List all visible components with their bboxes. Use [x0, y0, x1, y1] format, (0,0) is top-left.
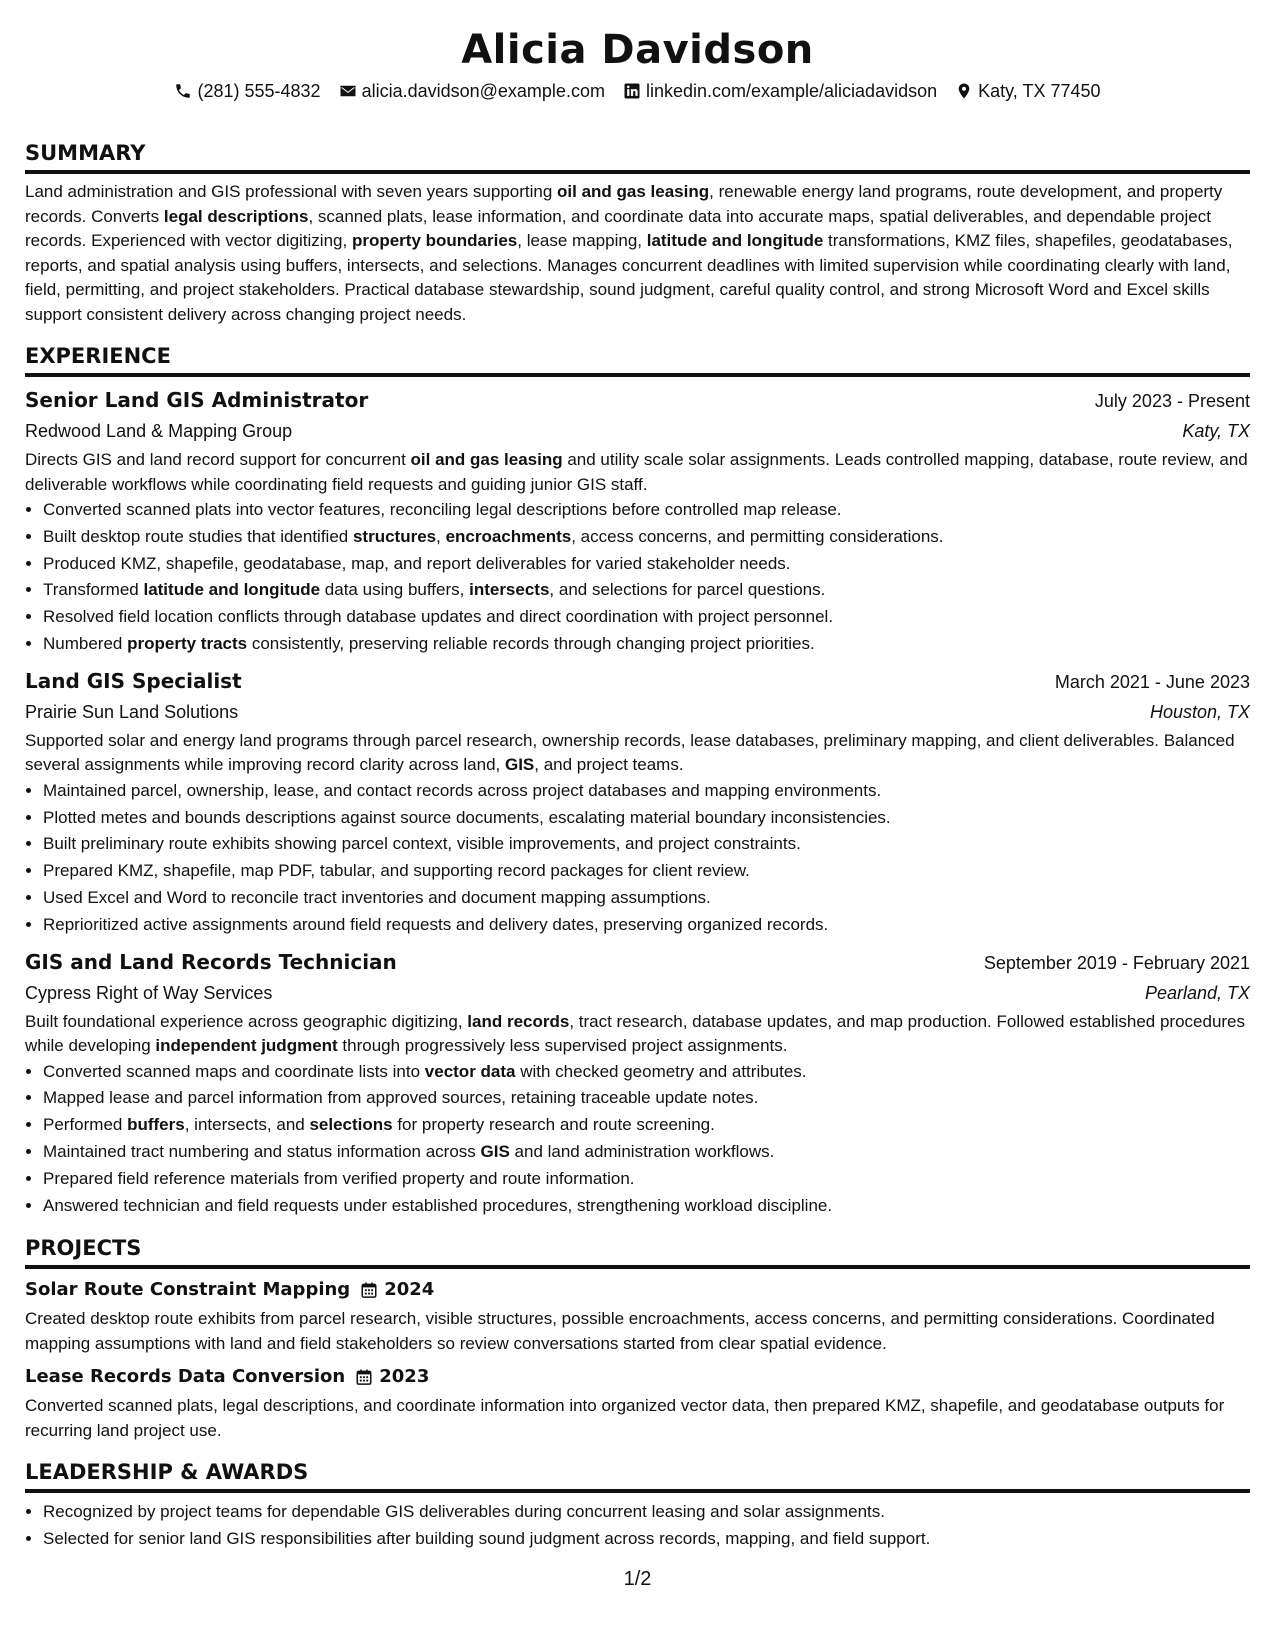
bold-keyword: intersects: [469, 580, 550, 600]
list-item: [43, 885, 1250, 912]
contact-location: [955, 78, 1100, 104]
text-run: Converted scanned maps and coordinate lists into: [43, 1061, 425, 1081]
text-run: Built foundational experience across geographic digitizing,: [25, 1011, 468, 1031]
job-title: Senior Land GIS Administrator: [25, 388, 369, 412]
projects-section: [25, 1233, 1250, 1443]
page-number: 1/2: [623, 1568, 652, 1590]
bold-keyword: property boundaries: [351, 231, 518, 250]
list-item: • Selected for senior land GIS responsibilities after building sound judgment across records, mapping, and field support.: [43, 1526, 1250, 1553]
job-dates: March 2021 - June 2023: [1054, 671, 1250, 692]
bold-keyword: property tracts: [127, 633, 248, 653]
linkedin-text: linkedin.com/example/aliciadavidson: [645, 81, 938, 101]
text-run: Prepared field reference materials from verified property and route information.: [43, 1168, 635, 1188]
job-location: Pearland, TX: [1144, 982, 1250, 1003]
text-run: Reprioritized active assignments around field requests and delivery dates, preserving organized records.: [43, 914, 829, 934]
envelope-icon: [339, 82, 357, 100]
text-run: Produced KMZ, shapefile, geodatabase, map, and report deliverables for varied stakeholder needs.: [43, 553, 791, 573]
job-company: Prairie Sun Land Solutions: [25, 701, 239, 722]
text-run: , scanned plats, lease information, and coordinate data into accurate maps, spatial deliverables, and dependable project records. Experienced with vector digitizing,: [25, 206, 1211, 250]
text-run: , intersects, and: [184, 1115, 310, 1135]
map-pin-icon: [955, 82, 973, 100]
calendar-icon: [355, 1368, 373, 1386]
list-item: [43, 1139, 1250, 1166]
section-title: LEADERSHIP & AWARDS: [25, 1457, 1250, 1493]
bold-keyword: vector data: [424, 1061, 516, 1081]
text-run: ,: [436, 526, 446, 546]
list-item: [43, 551, 1250, 578]
bold-keyword: legal descriptions: [163, 206, 309, 226]
text-run: consistently, preserving reliable records through changing project priorities.: [247, 633, 815, 653]
project-description: Converted scanned plats, legal descriptions, and coordinate information into organized vector data, then prepared KMZ, shapefile, and geodatabase outputs for recurring land project use.: [25, 1396, 1225, 1440]
text-run: Built preliminary route exhibits showing parcel context, visible improvements, and project constraints.: [43, 834, 801, 854]
summary-text: [25, 180, 1250, 327]
text-run: , access concerns, and permitting considerations.: [571, 526, 944, 546]
text-run: , renewable energy land programs, route development, and property records. Converts: [25, 182, 1223, 226]
text-run: , tract research, database updates, and map production. Followed established procedures while developing: [25, 1011, 1246, 1056]
phone-text: (281) 555-4832: [197, 81, 321, 101]
bold-keyword: buffers: [127, 1115, 185, 1135]
text-run: Prepared KMZ, shapefile, map PDF, tabular, and supporting record packages for client review.: [43, 861, 750, 881]
text-run: Answered technician and field requests under established procedures, strengthening workload discipline.: [43, 1195, 833, 1215]
text-run: Maintained parcel, ownership, lease, and contact records across project databases and mapping environments.: [43, 780, 882, 800]
text-run: and utility scale solar assignments. Leads controlled mapping, database, route review, and deliverable workflows while coordinating field requests and guiding junior GIS staff.: [25, 450, 1248, 494]
bold-keyword: land records: [467, 1011, 570, 1031]
list-item: [43, 631, 1250, 658]
list-item: [43, 858, 1250, 885]
job-summary: [25, 729, 1250, 778]
text-run: , and project teams.: [534, 755, 684, 775]
job-dates: July 2023 - Present: [1094, 391, 1250, 411]
list-item: [43, 524, 1250, 551]
job-entry: [25, 947, 1250, 1220]
text-run: Numbered: [43, 633, 128, 653]
list-item: [43, 1112, 1250, 1139]
list-item: • Recognized by project teams for dependable GIS deliverables during concurrent leasing and solar assignments.: [43, 1499, 1250, 1526]
bold-keyword: oil and gas leasing: [557, 182, 710, 201]
text-run: Land administration and GIS professional with seven years supporting: [25, 182, 558, 201]
contact-phone[interactable]: [174, 78, 320, 104]
linkedin-icon: [623, 82, 641, 100]
text-run: Plotted metes and bounds descriptions against source documents, escalating material boundary inconsistencies.: [43, 807, 891, 827]
job-bullets: [25, 497, 1250, 658]
project-entry: [25, 1275, 1250, 1356]
job-dates: September 2019 - February 2021: [983, 952, 1250, 973]
section-title: PROJECTS: [25, 1233, 1250, 1269]
text-run: for property research and route screening.: [392, 1115, 715, 1135]
job-summary: [25, 448, 1250, 497]
project-year: 2023: [379, 1366, 430, 1388]
text-run: Transformed: [43, 580, 144, 600]
text-run: Performed: [43, 1115, 128, 1135]
phone-icon: [174, 82, 192, 100]
job-company: Cypress Right of Way Services: [25, 982, 273, 1003]
candidate-name: Alicia Davidson: [461, 27, 814, 73]
list-item: [43, 1166, 1250, 1193]
job-entry: [25, 385, 1250, 658]
contact-email[interactable]: [339, 78, 605, 104]
text-run: Directs GIS and land record support for concurrent: [25, 450, 411, 469]
text-run: , lease mapping,: [517, 231, 647, 250]
resume-page: [25, 0, 1250, 1553]
project-year: 2024: [384, 1279, 435, 1301]
text-run: Converted scanned plats into vector features, reconciling legal descriptions before controlled map release.: [43, 500, 842, 519]
job-title: GIS and Land Records Technician: [25, 949, 397, 974]
job-summary: [25, 1010, 1250, 1059]
job-title: Land GIS Specialist: [25, 668, 242, 693]
text-run: , and selections for parcel questions.: [549, 580, 826, 600]
text-run: Mapped lease and parcel information from approved sources, retaining traceable update notes.: [43, 1088, 759, 1108]
bold-keyword: latitude and longitude: [143, 580, 321, 600]
bold-keyword: latitude and longitude: [646, 231, 824, 250]
project-title: Lease Records Data Conversion: [25, 1366, 346, 1388]
job-bullets: [25, 778, 1250, 939]
text-run: Used Excel and Word to reconcile tract inventories and document mapping assumptions.: [43, 887, 711, 907]
section-title: SUMMARY: [25, 138, 1250, 174]
list-item: [43, 577, 1250, 604]
list-item: [43, 912, 1250, 939]
job-bullets: [25, 1059, 1250, 1220]
list-item: [43, 497, 1250, 524]
text-run: and land administration workflows.: [509, 1141, 775, 1161]
bold-keyword: oil and gas leasing: [410, 450, 563, 469]
text-run: through progressively less supervised project assignments.: [337, 1036, 788, 1056]
bold-keyword: GIS: [480, 1141, 510, 1161]
text-run: Supported solar and energy land programs through parcel research, ownership records, lease databases, preliminary mapping, and client deliverables. Balanced several assignments while improving record clarity across land,: [25, 730, 1235, 775]
list-item: [43, 604, 1250, 631]
text-run: Maintained tract numbering and status information across: [43, 1141, 481, 1161]
contact-bar: [25, 78, 1250, 104]
leadership-section: [25, 1457, 1250, 1553]
section-title: EXPERIENCE: [25, 341, 1250, 377]
job-company: Redwood Land & Mapping Group: [25, 421, 293, 441]
leadership-bullets: [25, 1499, 1250, 1553]
location-text: Katy, TX 77450: [978, 81, 1101, 101]
job-location: Katy, TX: [1182, 421, 1250, 441]
job-location: Houston, TX: [1149, 701, 1250, 722]
bold-keyword: encroachments: [445, 526, 572, 546]
text-run: data using buffers,: [320, 580, 470, 600]
text-run: Built desktop route studies that identified: [43, 526, 353, 546]
list-item: [43, 778, 1250, 805]
contact-linkedin[interactable]: [623, 78, 937, 104]
calendar-icon: [360, 1281, 378, 1299]
list-item: [43, 1059, 1250, 1086]
project-description: Created desktop route exhibits from parcel research, visible structures, possible encroachments, access concerns, and permitting considerations. Coordinated mapping assumptions with land and field stakeholders so review conversations started from clear spatial evidence.: [25, 1309, 1215, 1353]
text-run: with checked geometry and attributes.: [515, 1061, 807, 1081]
text-run: transformations, KMZ files, shapefiles, geodatabases, reports, and spatial analysis using buffers, intersects, and selections. Manages concurrent deadlines with limited supervision while coordinating clearly with land, field, permitting, and project stakeholders. Practical database stewardship, sound judgment, careful quality control, and strong Microsoft Word and Excel skills support consistent delivery across changing project needs.: [25, 231, 1233, 324]
bold-keyword: structures: [352, 526, 437, 546]
list-item: [43, 805, 1250, 832]
experience-section: [25, 341, 1250, 1219]
project-title: Solar Route Constraint Mapping: [25, 1279, 351, 1301]
email-text: alicia.davidson@example.com: [361, 81, 605, 101]
project-entry: [25, 1362, 1250, 1443]
summary-section: [25, 138, 1250, 327]
text-run: Resolved field location conflicts through database updates and direct coordination with project personnel.: [43, 607, 834, 627]
list-item: [43, 1193, 1250, 1220]
bold-keyword: selections: [309, 1115, 393, 1135]
bold-keyword: GIS: [504, 755, 535, 775]
bold-keyword: independent judgment: [155, 1036, 338, 1056]
list-item: [43, 1085, 1250, 1112]
job-entry: [25, 666, 1250, 939]
list-item: [43, 831, 1250, 858]
